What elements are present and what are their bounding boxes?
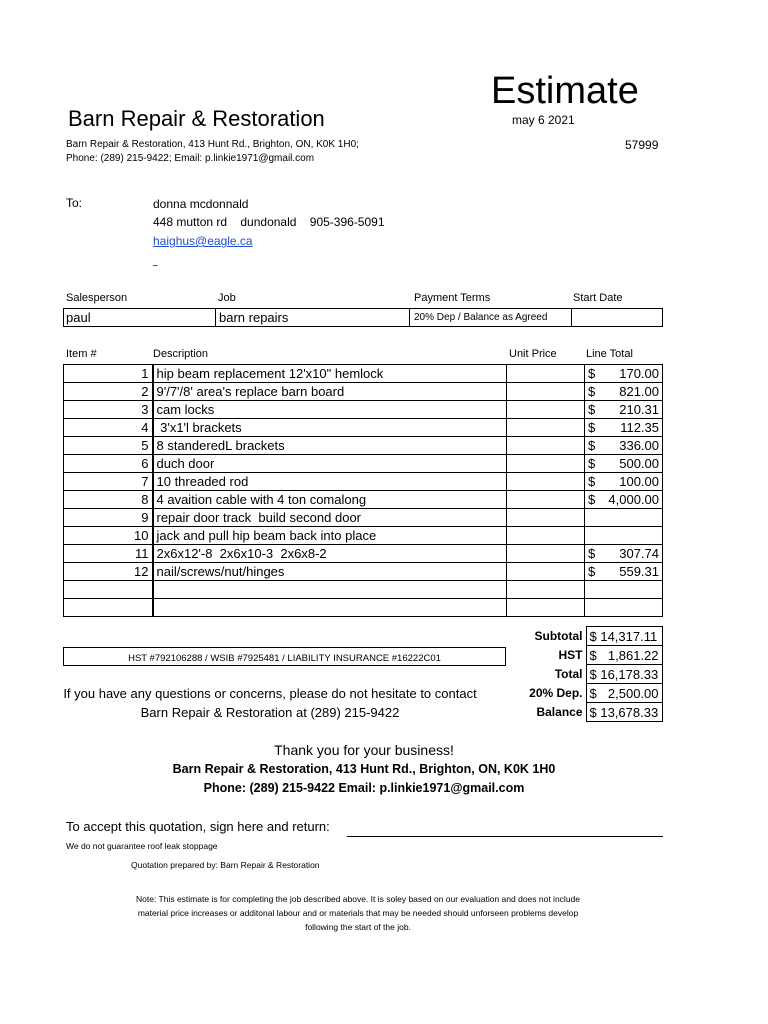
document-title: Estimate [491, 70, 639, 112]
questions-line-1: If you have any questions or concerns, please do not hesitate to contact [63, 686, 477, 701]
deposit-value: 2,500.00 [607, 685, 659, 701]
table-row [64, 419, 663, 437]
subtotal-value: $ 14,317.11 [586, 627, 662, 646]
company-address: Barn Repair & Restoration, 413 Hunt Rd., Brighton, ON, K0K 1H0; [66, 139, 359, 150]
estimate-note: Note: This estimate is for completing the job described above. It is soley based on our evaluation and does not include material price increases or additonal labour and or materials that may be needed should unforseen problems develop following the start of the job. [136, 894, 580, 932]
item-unit-price [507, 419, 585, 437]
table-row [64, 527, 663, 545]
item-line-total [585, 383, 663, 401]
prepared-by: Quotation prepared by: Barn Repair & Restoration [131, 860, 320, 870]
payment-terms-cell [409, 308, 572, 327]
payment-terms-header: Payment Terms [414, 292, 491, 304]
item-line-total [585, 491, 663, 509]
item-line-total [585, 545, 663, 563]
item-unit-price [507, 581, 585, 599]
item-line-total [585, 581, 663, 599]
start-date-header: Start Date [573, 292, 623, 304]
table-row [64, 491, 663, 509]
company-name: Barn Repair & Restoration [68, 106, 325, 131]
line-total-value: 500.00 [619, 456, 659, 471]
salesperson-header: Salesperson [66, 292, 128, 304]
table-row [64, 599, 663, 617]
currency-symbol: $ [588, 366, 596, 381]
footer-address: Barn Repair & Restoration, 413 Hunt Rd., Brighton, ON, K0K 1H0 [172, 762, 556, 776]
deposit-cell [586, 684, 662, 703]
balance-value: $ 13,678.33 [586, 703, 662, 722]
currency-symbol: $ [588, 456, 596, 471]
deposit-label: 20% Dep. [529, 686, 583, 700]
line-total-value: 821.00 [619, 384, 659, 399]
subtotal-label: Subtotal [534, 629, 583, 643]
hst-row [510, 646, 662, 665]
item-number: 3 [64, 401, 153, 419]
table-row [64, 383, 663, 401]
total-label: Total [554, 667, 583, 681]
item-line-total [585, 419, 663, 437]
item-number [64, 599, 153, 617]
estimate-number: 57999 [625, 138, 659, 152]
item-line-total [585, 599, 663, 617]
currency-symbol: $ [588, 402, 596, 417]
line-total-value: 336.00 [619, 438, 659, 453]
salesperson-value: paul [66, 310, 91, 325]
item-number: 1 [64, 365, 153, 383]
signature-line[interactable] [347, 836, 663, 837]
item-line-total [585, 509, 663, 527]
item-description: 9'/7'/8' area's replace barn board [153, 383, 507, 401]
hst-label: HST [558, 648, 583, 662]
item-number: 10 [64, 527, 153, 545]
registration-box [63, 647, 506, 666]
estimate-date: may 6 2021 [512, 113, 575, 127]
description-header: Description [153, 348, 209, 360]
registration-text: HST #792106288 / WSIB #7925481 / LIABILITY INSURANCE #16222C01 [128, 653, 441, 664]
currency-symbol: $ [588, 492, 596, 507]
line-total-value: 100.00 [619, 474, 659, 489]
item-description: hip beam replacement 12'x10" hemlock [153, 365, 507, 383]
item-unit-price [507, 365, 585, 383]
item-number: 12 [64, 563, 153, 581]
table-row [64, 401, 663, 419]
line-total-header: Line Total [586, 348, 633, 360]
item-description [153, 599, 507, 617]
accept-text: To accept this quotation, sign here and return: [66, 819, 330, 834]
unit-price-header: Unit Price [509, 348, 557, 360]
item-unit-price [507, 473, 585, 491]
item-number: 9 [64, 509, 153, 527]
item-description: cam locks [153, 401, 507, 419]
item-unit-price [507, 509, 585, 527]
salesperson-cell [63, 308, 216, 327]
item-description: 2x6x12'-8 2x6x10-3 2x6x8-2 [153, 545, 507, 563]
item-line-total [585, 437, 663, 455]
item-number: 7 [64, 473, 153, 491]
currency-symbol: $ [588, 384, 596, 399]
questions-line-2: Barn Repair & Restoration at (289) 215-9422 [140, 705, 400, 720]
table-row [64, 563, 663, 581]
total-row [510, 665, 662, 684]
line-total-value: 170.00 [619, 366, 659, 381]
deposit-row [510, 684, 662, 703]
item-number: 5 [64, 437, 153, 455]
item-number [64, 581, 153, 599]
job-header: Job [218, 292, 236, 304]
table-row [64, 473, 663, 491]
item-number-header: Item # [66, 348, 97, 360]
item-description [153, 581, 507, 599]
table-row [64, 545, 663, 563]
table-row [64, 581, 663, 599]
table-row [64, 455, 663, 473]
item-description: 4 avaition cable with 4 ton comalong [153, 491, 507, 509]
item-line-total [585, 455, 663, 473]
item-line-total [585, 527, 663, 545]
subtotal-row [510, 627, 662, 646]
item-line-total [585, 473, 663, 491]
item-unit-price [507, 401, 585, 419]
currency-symbol: $ [588, 420, 596, 435]
totals-table [510, 626, 663, 722]
item-description: 8 standeredL brackets [153, 437, 507, 455]
currency-symbol: $ [588, 564, 596, 579]
payment-terms-value: 20% Dep / Balance as Agreed [414, 312, 548, 323]
currency-symbol: $ [588, 438, 596, 453]
line-total-value: 210.31 [619, 402, 659, 417]
item-description: repair door track build second door [153, 509, 507, 527]
balance-label: Balance [536, 705, 583, 719]
line-total-value: 559.31 [619, 564, 659, 579]
item-unit-price [507, 545, 585, 563]
item-unit-price [507, 437, 585, 455]
line-total-value: 307.74 [619, 546, 659, 561]
item-description: 3'x1'l brackets [153, 419, 507, 437]
line-total-value: 112.35 [620, 420, 659, 435]
item-line-total [585, 563, 663, 581]
item-unit-price [507, 491, 585, 509]
currency-symbol: $ [588, 474, 596, 489]
item-description: nail/screws/nut/hinges [153, 563, 507, 581]
table-row [64, 365, 663, 383]
line-items-body [64, 365, 663, 617]
thank-you: Thank you for your business! [274, 742, 454, 758]
total-value: $ 16,178.33 [586, 665, 662, 684]
item-unit-price [507, 527, 585, 545]
item-unit-price [507, 563, 585, 581]
deposit-currency: $ [589, 685, 597, 701]
to-label: To: [66, 196, 83, 210]
footer-contact: Phone: (289) 215-9422 Email: p.linkie1971@gmail.com [203, 781, 525, 795]
start-date-cell [571, 308, 663, 327]
currency-symbol: $ [588, 546, 596, 561]
item-number: 4 [64, 419, 153, 437]
empty-link[interactable]: _ [153, 257, 158, 266]
item-number: 11 [64, 545, 153, 563]
customer-address: 448 mutton rd dundonald 905-396-5091 [153, 215, 385, 229]
job-cell [215, 308, 410, 327]
item-unit-price [507, 455, 585, 473]
customer-email-link[interactable]: haighus@eagle.ca [153, 234, 253, 248]
guarantee-note: We do not guarantee roof leak stoppage [66, 841, 218, 851]
table-row [64, 509, 663, 527]
hst-currency: $ [589, 647, 597, 663]
line-total-value: 4,000.00 [608, 492, 659, 507]
item-number: 2 [64, 383, 153, 401]
item-line-total [585, 365, 663, 383]
hst-value: 1,861.22 [607, 647, 659, 663]
item-line-total [585, 401, 663, 419]
balance-row [510, 703, 662, 722]
company-contact: Phone: (289) 215-9422; Email: p.linkie1971@gmail.com [66, 153, 315, 164]
item-description: 10 threaded rod [153, 473, 507, 491]
hst-cell [586, 646, 662, 665]
item-description: jack and pull hip beam back into place [153, 527, 507, 545]
job-value: barn repairs [219, 310, 289, 325]
customer-name: donna mcdonnald [153, 197, 249, 211]
item-number: 6 [64, 455, 153, 473]
line-items-table [63, 364, 663, 617]
item-unit-price [507, 383, 585, 401]
item-number: 8 [64, 491, 153, 509]
table-row [64, 437, 663, 455]
item-description: duch door [153, 455, 507, 473]
item-unit-price [507, 599, 585, 617]
